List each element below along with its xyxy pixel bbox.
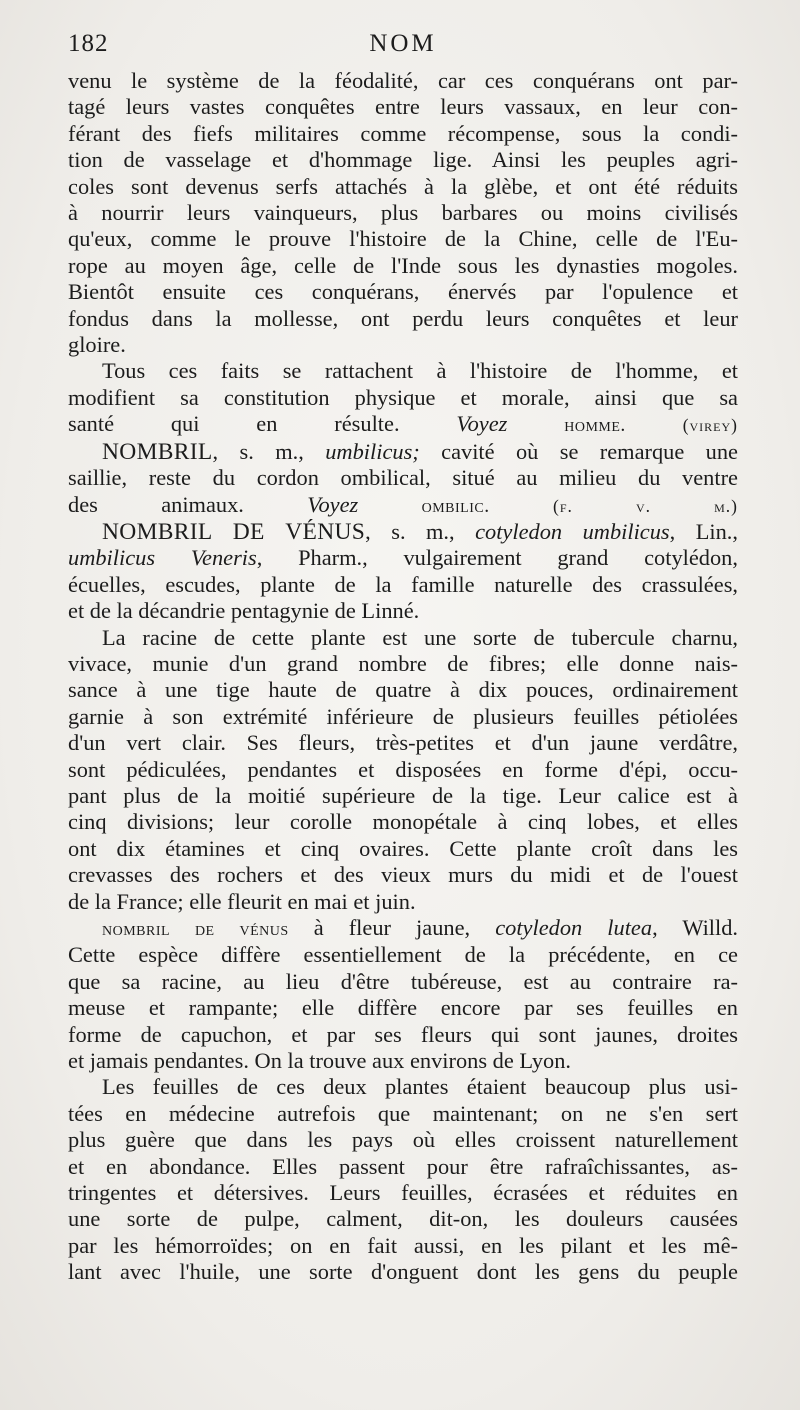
text-line	[68, 730, 738, 756]
line-text: Tous ces faits se rattachent à l'histoire de l'homme, et	[102, 358, 738, 384]
line-text: à nourrir leurs vainqueurs, plus barbares ou moins civilisés	[68, 200, 738, 226]
text-line	[68, 1127, 738, 1153]
line-text: de la France; elle fleurit en mai et juin.	[68, 888, 416, 914]
line-text: ont dix étamines et cinq ovaires. Cette plante croît dans les	[68, 835, 738, 861]
text-line	[68, 651, 738, 677]
italic-term: umbilicus Veneris	[68, 545, 257, 571]
line-text: vivace, munie d'un grand nombre de fibres; elle donne nais-	[68, 650, 738, 676]
line-text: une sorte de pulpe, calment, dit-on, les douleurs causées	[68, 1206, 738, 1232]
text-line	[68, 942, 738, 968]
line-text: coles sont devenus serfs attachés à la glèbe, et ont été réduits	[68, 173, 738, 199]
line-text: gloire.	[68, 332, 126, 358]
text-line	[68, 174, 738, 200]
line-text: par les hémorroïdes; on en fait aussi, en les pilant et les mê-	[68, 1232, 738, 1258]
line-text: sont pédiculées, pendantes et disposées en forme d'épi, occu-	[68, 756, 738, 782]
line-text: lant avec l'huile, une sorte d'onguent dont les gens du peuple	[68, 1259, 738, 1285]
line-text: , s. m.,	[365, 518, 476, 544]
line-text: écuelles, escudes, plante de la famille naturelle des crassulées,	[68, 571, 738, 597]
line-text: rope au moyen âge, celle de l'Inde sous les dynasties mogoles.	[68, 252, 738, 278]
text-line	[68, 253, 738, 279]
text-line	[68, 1180, 738, 1206]
entry-headword: NOMBRIL DE VÉNUS	[102, 518, 366, 545]
line-text: garnie à son extrémité inférieure de plusieurs feuilles pétiolées	[68, 703, 738, 729]
cross-reference: ombilic.	[421, 494, 490, 517]
line-text: crevasses des rochers et des vieux murs du midi et de l'ouest	[68, 862, 738, 888]
line-text: des animaux.	[68, 491, 244, 517]
line-text: tion de vasselage et d'hommage lige. Ainsi les peuples agri-	[68, 147, 738, 173]
author-signature: (f. v. m.)	[553, 495, 738, 516]
line-text: fondus dans la mollesse, ont perdu leurs conquêtes et leur	[68, 305, 738, 331]
text-line	[68, 439, 738, 465]
line-text: Les feuilles de ces deux plantes étaient beaucoup plus usi-	[102, 1074, 738, 1100]
text-line	[68, 862, 738, 888]
italic-term: umbilicus;	[325, 438, 420, 464]
line-text: plus guère que dans les pays où elles croissent naturellement	[68, 1127, 738, 1153]
line-text: cinq divisions; leur corolle monopétale à cinq lobes, et elles	[68, 809, 738, 835]
text-line	[68, 332, 738, 358]
line-text: , Pharm., vulgairement grand cotylédon,	[256, 545, 738, 571]
line-text: tées en médecine autrefois que maintenant; on ne s'en sert	[68, 1100, 738, 1126]
line-text: sance à une tige haute de quatre à dix pouces, ordinairement	[68, 677, 738, 703]
line-text: santé qui en résulte.	[68, 411, 400, 437]
text-line	[68, 358, 738, 384]
text-line	[68, 121, 738, 147]
line-text: tringentes et détersives. Leurs feuilles, écrasées et réduites en	[68, 1180, 738, 1206]
running-head: NOM	[369, 30, 437, 57]
text-line	[68, 1074, 738, 1100]
italic-term: cotyledon lutea	[495, 915, 653, 940]
line-text: férant des fiefs militaires comme récompense, sous la condi-	[68, 120, 738, 146]
author-signature: (virey)	[682, 415, 738, 436]
line-text: La racine de cette plante est une sorte de tubercule charnu,	[102, 624, 738, 650]
text-line	[68, 492, 738, 519]
line-text: saillie, reste du cordon ombilical, situé au milieu du ventre	[68, 465, 738, 491]
text-line	[68, 1154, 738, 1180]
line-text: Cette espèce diffère essentiellement de la précédente, en ce	[68, 942, 738, 968]
text-line	[68, 1101, 738, 1127]
entry-subheadword: nombril de vénus	[102, 918, 289, 940]
text-line	[68, 889, 738, 915]
text-line	[68, 1259, 738, 1285]
text-line	[68, 147, 738, 173]
line-text: Bientôt ensuite ces conquérans, énervés par l'opulence et	[68, 279, 738, 305]
text-line	[68, 783, 738, 809]
page-header	[68, 30, 738, 64]
line-text: qu'eux, comme le prouve l'histoire de la Chine, celle de l'Eu-	[68, 226, 738, 252]
see-reference: Voyez	[456, 411, 508, 437]
text-line	[68, 809, 738, 835]
text-line	[68, 915, 738, 942]
text-line	[68, 1022, 738, 1048]
line-text: et en abondance. Elles passent pour être rafraîchissantes, as-	[68, 1153, 738, 1179]
text-line	[68, 625, 738, 651]
text-line	[68, 1233, 738, 1259]
text-line	[68, 836, 738, 862]
text-line	[68, 677, 738, 703]
text-line	[68, 1048, 738, 1074]
line-text: que sa racine, au lieu d'être tubéreuse, est au contraire ra-	[68, 968, 738, 994]
line-text: modifient sa constitution physique et morale, ainsi que sa	[68, 384, 738, 410]
italic-term: cotyledon umbilicus	[475, 518, 670, 544]
page-number: 182	[68, 30, 109, 57]
text-line	[68, 411, 738, 438]
line-text: tagé leurs vastes conquêtes entre leurs vassaux, en leur con-	[68, 94, 738, 120]
text-line	[68, 545, 738, 571]
text-line	[68, 572, 738, 598]
line-text: à fleur jaune,	[288, 915, 496, 940]
text-line	[68, 704, 738, 730]
text-line	[68, 757, 738, 783]
line-text: venu le système de la féodalité, car ces conquérans ont par-	[68, 68, 738, 93]
text-line	[68, 519, 738, 545]
text-line	[68, 995, 738, 1021]
text-line	[68, 385, 738, 411]
line-text: forme de capuchon, et par ses fleurs qui sont jaunes, droites	[68, 1021, 738, 1047]
line-text: pant plus de la moitié supérieure de la tige. Leur calice est à	[68, 782, 738, 808]
text-line	[68, 68, 738, 94]
text-line	[68, 465, 738, 491]
line-text: , Lin.,	[669, 518, 739, 544]
line-text: meuse et rampante; elle diffère encore par ses feuilles en	[68, 995, 738, 1021]
line-text: , Willd.	[652, 915, 739, 940]
text-line	[68, 94, 738, 120]
line-text: et de la décandrie pentagynie de Linné.	[68, 598, 420, 624]
text-line	[68, 969, 738, 995]
line-text: et jamais pendantes. On la trouve aux environs de Lyon.	[68, 1048, 572, 1074]
text-line	[68, 200, 738, 226]
text-line	[68, 226, 738, 252]
text-line	[68, 306, 738, 332]
body-text	[68, 68, 738, 1286]
text-line	[68, 598, 738, 624]
text-line	[68, 279, 738, 305]
line-text: d'un vert clair. Ses fleurs, très-petites et d'un jaune verdâtre,	[68, 730, 738, 756]
see-reference: Voyez	[307, 491, 359, 517]
text-line	[68, 1206, 738, 1232]
entry-headword: NOMBRIL	[102, 438, 213, 465]
line-text: , s. m.,	[212, 438, 326, 464]
cross-reference: homme.	[564, 414, 626, 437]
line-text: cavité où se remarque une	[419, 438, 738, 464]
